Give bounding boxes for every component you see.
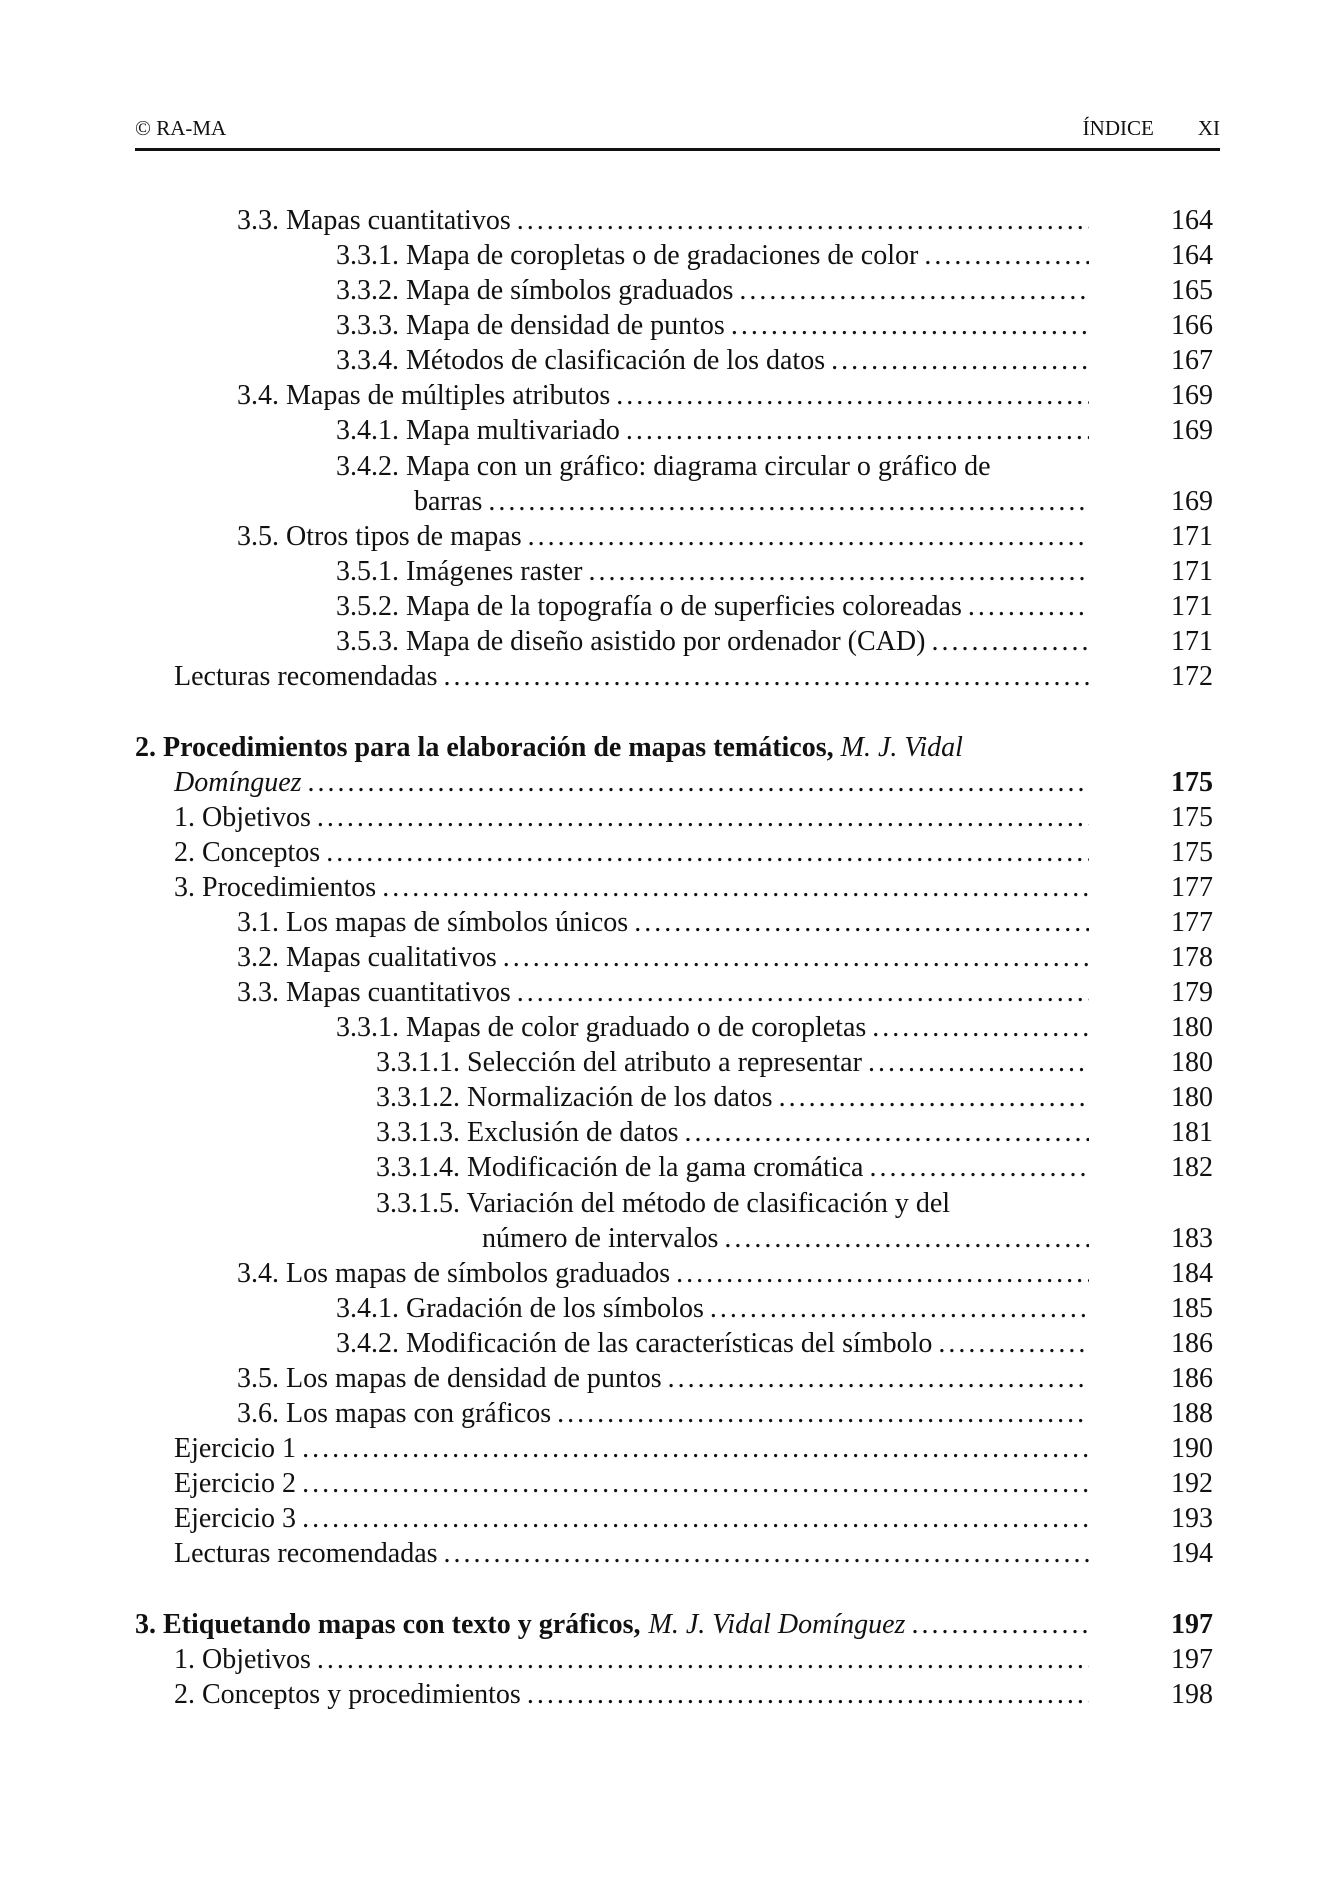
leader-dots — [710, 1291, 1089, 1326]
leader-dots — [911, 1607, 1089, 1642]
toc-page: 179 — [1171, 977, 1213, 1008]
toc-entry: Ejercicio 1 . . . — [174, 1431, 1089, 1466]
toc-entry: 3.4.2. Mapa con un gráfico: diagrama circular o gráfico de — [336, 451, 991, 482]
leader-dots — [731, 308, 1089, 343]
running-head — [1083, 116, 1220, 141]
leader-dots — [557, 1396, 1089, 1431]
toc-page: 186 — [1171, 1363, 1213, 1394]
leader-dots — [685, 1115, 1089, 1150]
toc-entry: Lecturas recomendadas . . . — [174, 659, 1089, 694]
leader-dots — [968, 589, 1089, 624]
toc-entry: 3. Procedimientos . . . — [174, 870, 1089, 905]
toc-entry: 3.5.2. Mapa de la topografía o de superficies coloreadas . . . — [336, 589, 1089, 624]
toc-entry: 3.3.1.1. Selección del atributo a representar . . . — [376, 1045, 1089, 1080]
leader-dots — [724, 1221, 1089, 1256]
leader-dots — [326, 835, 1089, 870]
leader-dots — [302, 1431, 1089, 1466]
toc-page: 178 — [1171, 942, 1213, 973]
leader-dots — [938, 1326, 1089, 1361]
toc-entry: 3.3. Mapas cuantitativos . . . — [237, 203, 1089, 238]
toc-page: 184 — [1171, 1258, 1213, 1289]
leader-dots — [676, 1256, 1089, 1291]
chapter-author: M. J. Vidal Domínguez — [648, 1609, 906, 1640]
leader-dots — [668, 1361, 1089, 1396]
toc-entry: 1. Objetivos . . . — [174, 1642, 1089, 1677]
leader-dots — [588, 554, 1089, 589]
toc-page: 180 — [1171, 1047, 1213, 1078]
toc-entry: 3.5.1. Imágenes raster . . . — [336, 554, 1089, 589]
toc-page: 193 — [1171, 1503, 1213, 1534]
leader-dots — [869, 1150, 1089, 1185]
toc-page: 166 — [1171, 310, 1213, 341]
toc-entry-continuation: barras . . . — [414, 484, 1089, 519]
toc-entry: 3.4.1. Mapa multivariado . . . — [336, 413, 1089, 448]
toc-entry: 3.3.1. Mapa de coropletas o de gradaciones de color . . . — [336, 238, 1089, 273]
chapter-title-continuation: Domínguez . . . — [174, 765, 1089, 800]
toc-page: 194 — [1171, 1538, 1213, 1569]
toc-page: 171 — [1171, 521, 1213, 552]
leader-dots — [382, 870, 1089, 905]
toc-page: 167 — [1171, 345, 1213, 376]
toc-entry: 1. Objetivos . . . — [174, 800, 1089, 835]
leader-dots — [444, 1536, 1089, 1571]
toc-entry: 3.3.3. Mapa de densidad de puntos . . . — [336, 308, 1089, 343]
toc-page: 181 — [1171, 1117, 1213, 1148]
leader-dots — [924, 238, 1089, 273]
toc-entry: 3.3.1.2. Normalización de los datos . . . — [376, 1080, 1089, 1115]
toc-page: 180 — [1171, 1012, 1213, 1043]
leader-dots — [528, 519, 1089, 554]
leader-dots — [317, 1642, 1089, 1677]
leader-dots — [831, 343, 1089, 378]
publisher-mark: © RA-MA — [135, 116, 227, 140]
toc-page: 185 — [1171, 1293, 1213, 1324]
chapter-title: 3. Etiquetando mapas con texto y gráficos, M. J. Vidal Domínguez . . . — [135, 1607, 1089, 1642]
toc-entry: Ejercicio 3 . . . — [174, 1501, 1089, 1536]
leader-dots — [872, 1010, 1089, 1045]
leader-dots — [317, 800, 1089, 835]
leader-dots — [517, 975, 1089, 1010]
toc-page: 169 — [1171, 486, 1213, 517]
toc-page: 177 — [1171, 872, 1213, 903]
toc-page: 175 — [1171, 767, 1213, 798]
toc-page: 171 — [1171, 591, 1213, 622]
leader-dots — [739, 273, 1089, 308]
chapter-title: 2. Procedimientos para la elaboración de mapas temáticos, M. J. Vidal — [135, 732, 963, 763]
toc-page: 175 — [1171, 837, 1213, 868]
toc-entry-continuation: número de intervalos . . . — [482, 1221, 1089, 1256]
leader-dots — [868, 1045, 1089, 1080]
chapter-author: M. J. Vidal — [840, 732, 963, 763]
toc-entry: 3.2. Mapas cualitativos . . . — [237, 940, 1089, 975]
toc-entry: 3.3.1. Mapas de color graduado o de coropletas . . . — [336, 1010, 1089, 1045]
toc-page: 175 — [1171, 802, 1213, 833]
toc-page: 164 — [1171, 240, 1213, 271]
toc-page: 172 — [1171, 661, 1213, 692]
leader-dots — [302, 1501, 1089, 1536]
toc-entry: 3.5. Otros tipos de mapas . . . — [237, 519, 1089, 554]
leader-dots — [517, 203, 1089, 238]
leader-dots — [931, 624, 1089, 659]
toc-page: 164 — [1171, 205, 1213, 236]
page-number: XI — [1197, 116, 1220, 140]
leader-dots — [779, 1080, 1089, 1115]
toc-entry: 3.5. Los mapas de densidad de puntos . . . — [237, 1361, 1089, 1396]
toc-page: 169 — [1171, 415, 1213, 446]
toc-page: 171 — [1171, 556, 1213, 587]
leader-dots — [616, 378, 1089, 413]
toc-page: 165 — [1171, 275, 1213, 306]
leader-dots — [626, 413, 1089, 448]
toc-page: 198 — [1171, 1679, 1213, 1710]
toc-entry: 3.3.1.5. Variación del método de clasificación y del — [376, 1188, 951, 1219]
toc-entry: 3.4. Los mapas de símbolos graduados . . . — [237, 1256, 1089, 1291]
toc-page: 197 — [1171, 1644, 1213, 1675]
toc-page: 177 — [1171, 907, 1213, 938]
toc-page: 169 — [1171, 380, 1213, 411]
toc-entry: 3.3. Mapas cuantitativos . . . — [237, 975, 1089, 1010]
toc-page: 192 — [1171, 1468, 1213, 1499]
leader-dots — [527, 1677, 1089, 1712]
toc-page: 183 — [1171, 1223, 1213, 1254]
toc-page: 190 — [1171, 1433, 1213, 1464]
toc-page: 182 — [1171, 1152, 1213, 1183]
leader-dots — [302, 1466, 1089, 1501]
leader-dots — [308, 765, 1089, 800]
toc-entry: 3.4.1. Gradación de los símbolos . . . — [336, 1291, 1089, 1326]
toc-page: 180 — [1171, 1082, 1213, 1113]
toc-entry: 3.3.1.4. Modificación de la gama cromática . . . — [376, 1150, 1089, 1185]
toc-entry: 3.1. Los mapas de símbolos únicos . . . — [237, 905, 1089, 940]
toc-entry: 3.5.3. Mapa de diseño asistido por ordenador (CAD) . . . — [336, 624, 1089, 659]
toc-entry: 3.3.4. Métodos de clasificación de los datos . . . — [336, 343, 1089, 378]
toc-page: 197 — [1171, 1609, 1213, 1640]
leader-dots — [444, 659, 1089, 694]
toc-entry: 3.6. Los mapas con gráficos . . . — [237, 1396, 1089, 1431]
leader-dots — [488, 484, 1089, 519]
toc-entry: Lecturas recomendadas . . . — [174, 1536, 1089, 1571]
toc-entry: 2. Conceptos . . . — [174, 835, 1089, 870]
page-header — [135, 116, 1220, 151]
toc-page: 171 — [1171, 626, 1213, 657]
toc-page: 186 — [1171, 1328, 1213, 1359]
toc-entry: 3.3.2. Mapa de símbolos graduados . . . — [336, 273, 1089, 308]
toc-entry: 3.4.2. Modificación de las características del símbolo . . . — [336, 1326, 1089, 1361]
toc-entry: 3.3.1.3. Exclusión de datos . . . — [376, 1115, 1089, 1150]
leader-dots — [634, 905, 1089, 940]
section-title: ÍNDICE — [1082, 116, 1154, 140]
toc-page: 188 — [1171, 1398, 1213, 1429]
toc-entry: Ejercicio 2 . . . — [174, 1466, 1089, 1501]
leader-dots — [503, 940, 1089, 975]
toc-entry: 3.4. Mapas de múltiples atributos . . . — [237, 378, 1089, 413]
toc-entry: 2. Conceptos y procedimientos . . . — [174, 1677, 1089, 1712]
